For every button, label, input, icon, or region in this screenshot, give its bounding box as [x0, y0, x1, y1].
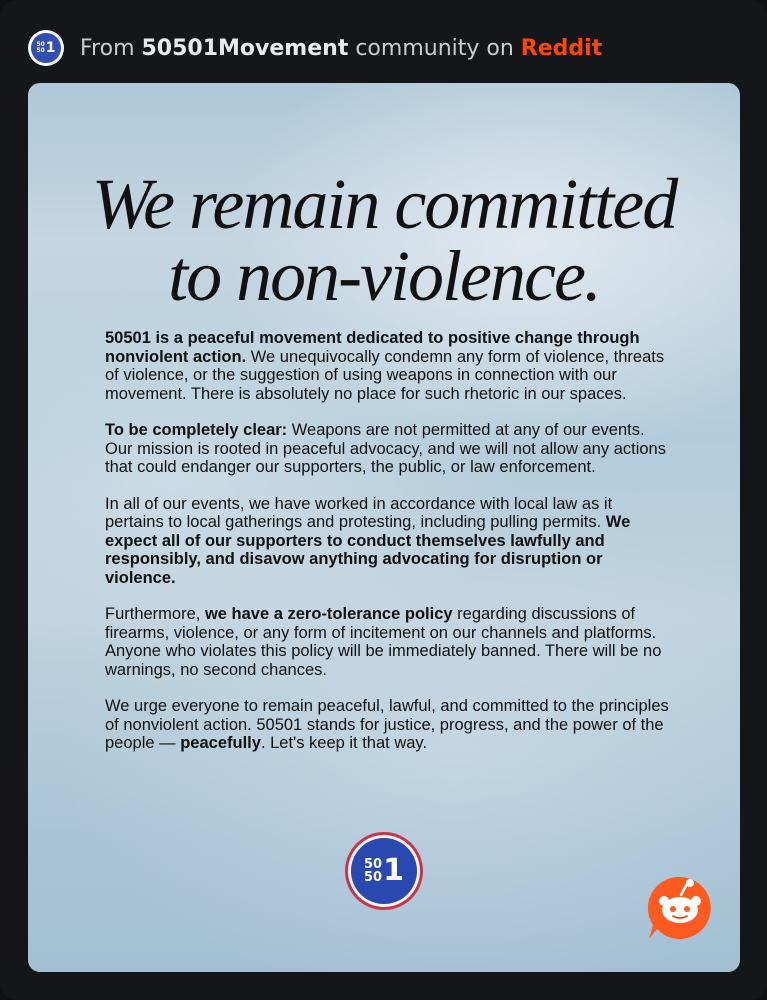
paragraph-1: 50501 is a peaceful movement dedicated to positive change through nonviolent action. We unequivocally condemn any form of violence, threats of violence, or the suggestion of using weapons in connection with our movement. There is absolutely no place for such rhetoric in our spaces.: [105, 329, 665, 403]
paragraph-5: We urge everyone to remain peaceful, lawful, and committed to the principles of nonviolent action. 50501 stands for justice, progress, and the power of the people — peacefully. Let's keep it that way.: [105, 697, 669, 752]
statement-body: [105, 329, 675, 771]
50501-logo-icon: 50 50 1: [345, 832, 423, 910]
reddit-snoo-icon[interactable]: [645, 873, 715, 943]
post-image-card[interactable]: [28, 83, 740, 972]
community-avatar-icon[interactable]: 50 50 1: [28, 30, 64, 66]
reddit-link[interactable]: Reddit: [520, 35, 603, 61]
community-name-link[interactable]: 50501Movement: [141, 35, 349, 61]
post-header: [28, 28, 602, 68]
source-attribution: From 50501Movement community on Reddit: [80, 35, 603, 61]
page-title: We remain committed to non-violence.: [91, 164, 677, 316]
paragraph-4: Furthermore, we have a zero-tolerance policy regarding discussions of firearms, violence, or any form of incitement on our channels and platforms. Anyone who violates this policy will be immediately banned. There will be no warnings, no second chances.: [105, 605, 662, 679]
paragraph-3: In all of our events, we have worked in accordance with local law as it pertains to local gatherings and protesting, including pulling permits. We expect all of our supporters to conduct themselves lawfully and responsibly, and disavow anything advocating for disruption or violence.: [105, 494, 631, 587]
paragraph-2: To be completely clear: Weapons are not permitted at any of our events. Our mission is rooted in peaceful advocacy, and we will not allow any actions that could endanger our supporters, the public, or law enforcement.: [105, 421, 666, 476]
